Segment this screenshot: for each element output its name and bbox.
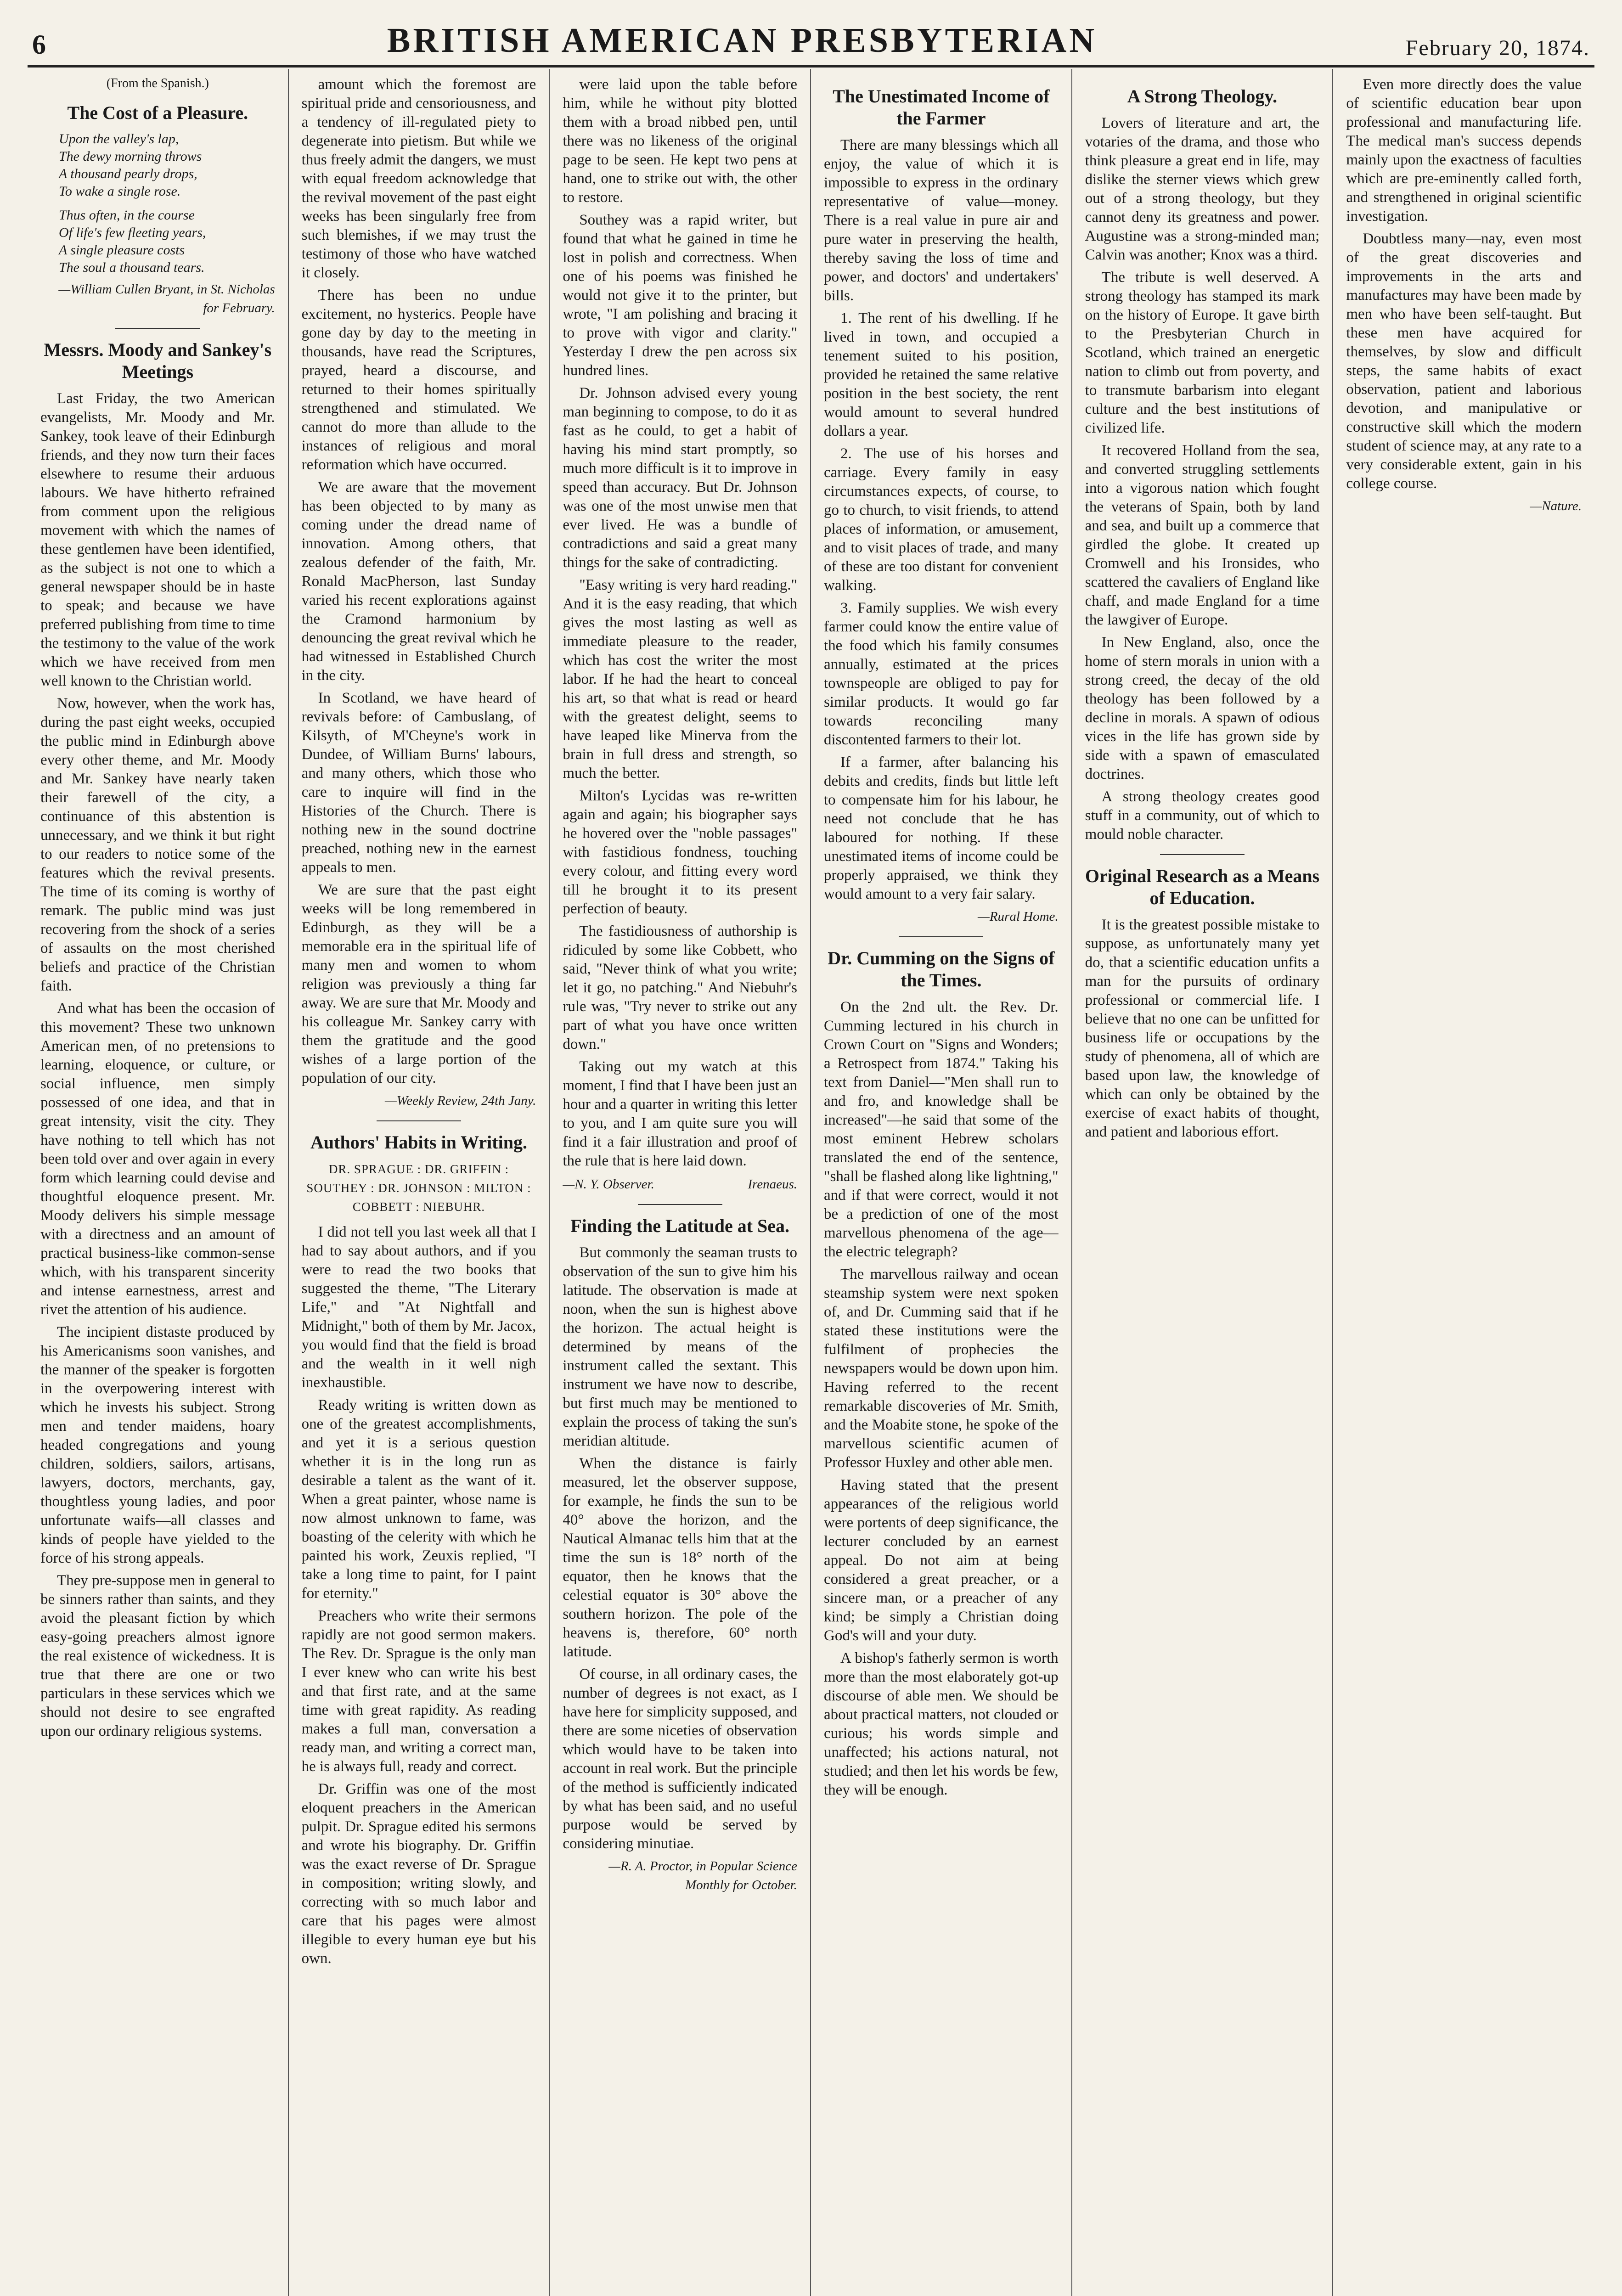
divider	[1160, 854, 1245, 855]
article-paragraph: Lovers of literature and art, the votaries of the drama, and those who think pleasure a great end in life, may dislike the sterner views which grew out of a strong theology, but they cannot deny its greatness and power. Augustine was a strong-minded man; Calvin was another; Knox was a third.	[1085, 115, 1320, 263]
issue-date: February 20, 1874.	[1405, 36, 1590, 60]
article-paragraph: Ready writing is written down as one of the greatest accomplishments, and yet it is a serious question whether it is in the long run as desirable a talent as the want of it. When a great painter, whose name is now almost unknown to fame, was boasting of the celerity with which he painted his work, Zeuxis replied, "I take a long time to paint, for I paint for eternity."	[301, 1397, 536, 1602]
column-3	[550, 69, 811, 2296]
article-paragraph: A bishop's fatherly sermon is worth more than the most elaborately got-up discourse of able men. We should be about practical matters, not clouded or curious; his words simple and unaffected; his actions natural, not studied; and then let his words be few, they will be enough.	[824, 1650, 1059, 1798]
poem-line: A thousand pearly drops,	[59, 166, 197, 181]
article-title: Finding the Latitude at Sea.	[570, 1216, 790, 1236]
article-paragraph: Doubtless many—nay, even most of the great discoveries and improvements in the arts and manufactures may have been made by men who have been self-taught. But these men have acquired for themselves, by slow and difficult steps, the same habits of exact observation, patient and laborious devotion, and manipulative or constructive skill which the modern student of science may, at any rate to a very considerable extent, gain in his college course.	[1346, 231, 1582, 492]
article-paragraph: The incipient distaste produced by his Americanisms soon vanishes, and the manner of the speaker is forgotten in the overpowering interest with which he invests his subject. Strong men and tender maidens, hoary headed congregations and young children, soldiers, sailors, artisans, lawyers, doctors, merchants, gay, thoughtless young ladies, and poor unfortunate waifs—all classes and kinds of people have yielded to the force of his strong appeals.	[40, 1324, 275, 1566]
article-source: —Rural Home.	[978, 909, 1059, 924]
article-title: Authors' Habits in Writing.	[310, 1132, 527, 1153]
article-paragraph: 1. The rent of his dwelling. If he lived in town, and occupied a tenement suited to his position, provided he retained the same relative position in the best society, the rent would amount to several hundred dollars a year.	[824, 310, 1059, 439]
article-source: —Nature.	[1530, 499, 1582, 513]
article-paragraph: Taking out my watch at this moment, I find that I have been just an hour and a quarter in writing this letter to you, and I am quite sure you will find it a fair illustration and proof of the rule that is here laid down.	[563, 1058, 797, 1169]
article-paragraph: Now, however, when the work has, during the past eight weeks, occupied the public mind in Edinburgh above every other theme, and Mr. Moody and Mr. Sankey have nearly taken their farewell of the city, a continuance of this abstention is unnecessary, and we think it but right to our readers to notice some of the features which the revival presents. The time of its coming is worthy of remark. The public mind was just recovering from the shock of a series of assaults on the most cherished beliefs and practice of the Christian faith.	[40, 695, 275, 994]
article-source: —R. A. Proctor, in Popular Science Monthly for October.	[608, 1859, 797, 1892]
article-paragraph: Dr. Johnson advised every young man beginning to compose, to do it as fast as he could, to get a habit of having his mind start promptly, so much more difficult is it to improve in speed than accuracy. But Dr. Johnson was one of the most unwise men that ever lived. He was a bundle of contradictions and said a great many things for the sake of contradicting.	[563, 385, 797, 571]
article-paragraph: And what has been the occasion of this movement? These two unknown American men, of no pretensions to learning, eloquence, or culture, or social influence, men simply possessed of one idea, and that in great intensity, visit the city. They have nothing to tell which has not been told over and over again in every form which learning could devise and thoughtful eloquence present. Mr. Moody delivers his simple message with a directness and an amount of practical business-like common-sense which, with his transparent sincerity and intense earnestness, arrest and rivet the attention of his audience.	[40, 1000, 275, 1318]
article-paragraph: Even more directly does the value of scientific education bear upon professional and manufacturing life. The medical man's success depends mainly upon the exactness of faculties which are pre-eminently called forth, and strengthened in original scientific investigation.	[1346, 76, 1582, 225]
article-paragraph: Preachers who write their sermons rapidly are not good sermon makers. The Rev. Dr. Sprague is the only man I ever knew who can write his best and that first rate, and at the same time with great rapidity. As reading makes a full man, conversation a ready man, and writing a correct man, he is always full, ready and correct.	[301, 1608, 536, 1775]
masthead	[28, 18, 1594, 68]
column-6	[1333, 69, 1594, 2296]
article-paragraph: When the distance is fairly measured, let the observer suppose, for example, he finds the sun to be 40° above the horizon, and the Nautical Almanac tells him that at the time the sun is 18° north of the equator, then he knows that the celestial equator is 30° above the southern horizon. The pole of the heavens is, therefore, 60° north latitude.	[563, 1455, 797, 1660]
article-subhead: DR. SPRAGUE : DR. GRIFFIN : SOUTHEY : DR. JOHNSON : MILTON : COBBETT : NIEBUHR.	[306, 1162, 531, 1214]
article-paragraph: It is the greatest possible mistake to suppose, as unfortunately many yet do, that a scientific education unfits a man for the pursuits of ordinary professional or commercial life. I believe that no one can be unfitted for business life or occupations by the study of phenomena, all of which are based upon law, the knowledge of which can only be obtained by the exercise of exact habits of thought, and patient and laborious effort.	[1085, 917, 1320, 1140]
article-title: Original Research as a Means of Education.	[1085, 866, 1320, 908]
article-paragraph: 3. Family supplies. We wish every farmer could know the entire value of the food which his family consumes annually, estimated at the prices townspeople are obliged to pay for similar products. It would go far towards reconciling many discontented farmers to their lot.	[824, 600, 1059, 748]
poem-attribution: —William Cullen Bryant, in St. Nicholas for February.	[58, 282, 275, 315]
poem-line: Thus often, in the course	[59, 208, 195, 223]
article-paragraph: In Scotland, we have heard of revivals before: of Cambuslang, of Kilsyth, of M'Cheyne's work in Dundee, of William Burns' labours, and many others, which those who care to inquire will find in the Histories of the Church. There is nothing new in the sound doctrine preached, nothing new in the earnest appeals to men.	[301, 690, 536, 876]
article-paragraph: were laid upon the table before him, while he without pity blotted them with a broad nibbed pen, until there was no likeness of the original page to be seen. He kept two pens at hand, one to strike out with, the other to restore.	[563, 76, 797, 206]
article-signoff	[563, 1175, 797, 1194]
article-title: A Strong Theology.	[1127, 86, 1278, 107]
article-paragraph: Last Friday, the two American evangelists, Mr. Moody and Mr. Sankey, took leave of their Edinburgh friends, and they now turn their faces elsewhere to resume their arduous labours. We have hitherto refrained from comment upon the religious movement with which the names of these gentlemen have been identified, as the subject is not one to which a general newspaper should be in haste to speak; and because we have preferred publishing from time to time the testimony to the value of the work which we have received from men well known to the Christian world.	[40, 390, 275, 689]
article-title: Messrs. Moody and Sankey's Meetings	[44, 339, 272, 382]
article-paragraph: We are sure that the past eight weeks will be long remembered in Edinburgh, as they will be a memorable era in the spiritual life of many men and women to whom religion was previously a thing far away. We are sure that Mr. Moody and his colleague Mr. Sankey carry with them the gratitude and the good wishes of a large portion of the population of our city.	[301, 882, 536, 1086]
divider	[115, 328, 200, 329]
article-paragraph: There are many blessings which all enjoy, the value of which it is impossible to express in the ordinary representative of value—money. There is a real value in pure air and pure water in preserving the health, thereby saving the loss of time and power, and doctors' and undertakers' bills.	[824, 137, 1059, 304]
article-paragraph: Milton's Lycidas was re-written again and again; his biographer says he hovered over the "noble passages" with fastidious fondness, touching every colour, and fitting every word till he brought it to its present perfection of beauty.	[563, 788, 797, 917]
article-paragraph: We are aware that the movement has been objected to by many as coming under the dread name of innovation. Among others, that zealous defender of the faith, Mr. Ronald MacPherson, last Sunday varied his recent explorations against the Cramond harmonium by denouncing the great revival which he had witnessed in Established Church in the city.	[301, 479, 536, 684]
article-paragraph: A strong theology creates good stuff in a community, out of which to mould noble character.	[1085, 788, 1320, 843]
article-paragraph: Southey was a rapid writer, but found that what he gained in time he lost in polish and correctness. When one of his poems was finished he would not give it to the printer, but wrote, "I am polishing and bracing it to prove with vigor and clarity." Yesterday I drew the pen across six hundred lines.	[563, 212, 797, 379]
article-paragraph: Having stated that the present appearances of the religious world were portents of deep significance, the lecturer concluded by an earnest appeal. Do not aim at being considered a great preacher, or a sincere man, or a preacher of any kind; be simply a Christian doing God's will and your duty.	[824, 1477, 1059, 1644]
page-number: 6	[32, 29, 46, 60]
column-1	[28, 69, 289, 2296]
poem-line: The dewy morning throws	[59, 149, 202, 164]
poem-source: (From the Spanish.)	[106, 76, 209, 90]
article-paragraph: On the 2nd ult. the Rev. Dr. Cumming lectured in his church in Crown Court on "Signs and Wonders; a Retrospect from 1874." Taking his text from Daniel—"Men shall run to and fro, and knowledge shall be increased"—he said that some of the most eminent Hebrew scholars translated the end of the sentence, "shall be flashed along like lightning," and if that were correct, would it not be a prediction of one of the most marvellous phenomena of the age—the electric telegraph?	[824, 999, 1059, 1260]
article-paragraph: In New England, also, once the home of stern morals in union with a strong creed, the decay of the old theology has been followed by a decline in morals. A spawn of odious vices in the life has grown side by side with a spawn of emasculated doctrines.	[1085, 634, 1320, 782]
divider	[377, 1120, 461, 1121]
article-paragraph: The tribute is well deserved. A strong theology has stamped its mark on the history of Europe. It gave birth to the Presbyterian Church in Scotland, which trained an energetic nation to climb out from poverty, and to transmute barbarism into elegant culture and the best institutions of civilized life.	[1085, 269, 1320, 436]
poem-line: Upon the valley's lap,	[59, 131, 179, 146]
column-5	[1072, 69, 1334, 2296]
article-paragraph: "Easy writing is very hard reading." And it is the easy reading, that which gives the most lasting as well as immediate pleasure to the reader, which has cost the writer the most labor. If he had the heart to conceal his art, so that what is read or heard with the greatest delight, seems to have leaped like Minerva from the brain in full dress and strength, so much the better.	[563, 577, 797, 782]
article-paragraph: It recovered Holland from the sea, and converted struggling settlements into a vigorous nation which fought the veterans of Spain, both by land and sea, and built up a commerce that girdled the globe. It created up Cromwell and his Ironsides, who scattered the cavaliers of England like chaff, and made England for a time the lawgiver of Europe.	[1085, 442, 1320, 628]
poem-line: The soul a thousand tears.	[59, 260, 205, 275]
article-paragraph: Of course, in all ordinary cases, the number of degrees is not exact, as I have here for simplicity supposed, and there are some niceties of observation which would have to be taken into account in real work. But the principle of the method is sufficiently indicated by what has been said, and no useful purpose would be served by considering minutiae.	[563, 1666, 797, 1852]
column-4	[811, 69, 1072, 2296]
column-2	[289, 69, 550, 2296]
article-paragraph: I did not tell you last week all that I had to say about authors, and if you were to read the two books that suggested the theme, "The Literary Life," and "At Nightfall and Midnight," both of them by Mr. Jacox, you would find that the field is broad and the wealth in it well nigh inexhaustible.	[301, 1224, 536, 1391]
article-paragraph: The marvellous railway and ocean steamship system were next spoken of, and Dr. Cumming said that if he stated these institutions were the fulfilment of prophecies the newspapers would be down upon him. Having referred to the recent remarkable discoveries of Mr. Smith, and the Moabite stone, he spoke of the marvellous scientific acumen of Professor Huxley and other able men.	[824, 1266, 1059, 1471]
signoff-author: Irenaeus.	[748, 1177, 797, 1192]
article-paragraph: If a farmer, after balancing his debits and credits, finds but little left to compensate him for his labour, he need not conclude that he has laboured for nothing. If these unestimated items of income could be properly appraised, we think they would amount to a very fair salary.	[824, 754, 1059, 902]
article-paragraph: amount which the foremost are spiritual pride and censoriousness, and a tendency of ill-regulated piety to degenerate into pietism. But while we thus freely admit the dangers, we must with equal freedom acknowledge that the revival movement of the past eight weeks has been singularly free from such blemishes, if we may trust the testimony of those who have watched it closely.	[301, 76, 536, 281]
article-title: The Unestimated Income of the Farmer	[833, 86, 1050, 129]
poem-body	[40, 130, 275, 276]
article-paragraph: They pre-suppose men in general to be sinners rather than saints, and they avoid the pleasant fiction by which easy-going preachers almost ignore the real existence of wickedness. It is true that there are one or two particulars in these services which we should not desire to see engrafted upon our ordinary religious systems.	[40, 1572, 275, 1739]
article-paragraph: 2. The use of his horses and carriage. Every family in easy circumstances expects, of course, to go to church, to visit friends, to attend places of information, or amusement, and to visit places of trade, and many of these are too distant for convenient walking.	[824, 445, 1059, 594]
article-title: Dr. Cumming on the Signs of the Times.	[828, 948, 1055, 990]
newspaper-title: BRITISH AMERICAN PRESBYTERIAN	[387, 21, 1098, 60]
signoff-source: —N. Y. Observer.	[563, 1177, 654, 1192]
article-paragraph: But commonly the seaman trusts to observation of the sun to give him his latitude. The observation is made at noon, when the sun is highest above the horizon. The actual height is determined by means of the instrument called the sextant. This instrument we have now to describe, but first much may be mentioned to explain the process of taking the sun's meridian altitude.	[563, 1244, 797, 1449]
divider	[899, 936, 983, 937]
article-source: —Weekly Review, 24th Jany.	[384, 1093, 536, 1108]
poem-title: The Cost of a Pleasure.	[67, 102, 248, 123]
divider	[638, 1204, 722, 1205]
article-paragraph: The fastidiousness of authorship is ridiculed by some like Cobbett, who said, "Never think of what you write; let it go, no patching." And Niebuhr's rule was, "Try never to strike out any part of what you have once written down."	[563, 923, 797, 1052]
columns	[28, 69, 1594, 2296]
article-paragraph: Dr. Griffin was one of the most eloquent preachers in the American pulpit. Dr. Sprague edited his sermons and wrote his biography. Dr. Griffin was the exact reverse of Dr. Sprague in composition; writing slowly, and correcting with so much labor and care that his pages were almost illegible to every human eye but his own.	[301, 1781, 536, 1967]
poem-line: Of life's few fleeting years,	[59, 225, 206, 240]
poem-line: A single pleasure costs	[59, 242, 185, 258]
article-paragraph: There has been no undue excitement, no hysterics. People have gone day by day to the meeting in thousands, have read the Scriptures, prayed, heard a discourse, and returned to their homes spiritually strengthened and stimulated. We cannot do more than allude to the instances of religious and moral reformation which have occurred.	[301, 287, 536, 473]
poem-line: To wake a single rose.	[59, 184, 181, 199]
